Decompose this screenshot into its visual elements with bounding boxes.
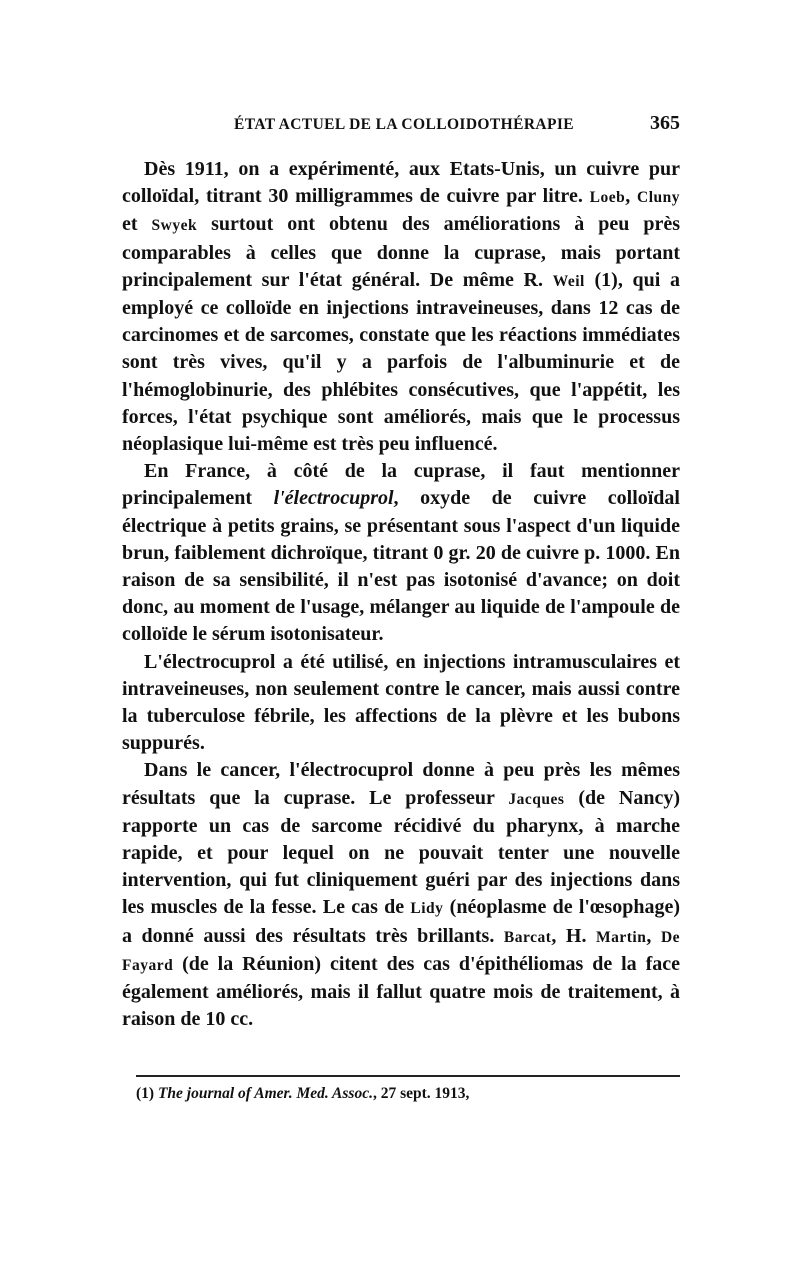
author-name: Cluny [637,189,680,207]
author-name: Swyek [151,217,198,235]
author-name: De Fayard [122,928,681,974]
text-run: Dans le cancer, l'électrocuprol donne à peu près les mêmes résultats que la cuprase. Le professeur [122,759,680,809]
text-run: (de la Réunion) citent des cas d'épithéliomas de la face également améliorés, mais il fallut quatre mois de traitement, à raison de 10 cc. [122,952,680,1031]
text-run: Dès 1911, on a expérimenté, aux Etats-Unis, un cuivre pur colloïdal, titrant 30 milligrammes de cuivre par litre. [122,158,680,208]
author-name: Lidy [410,900,444,918]
author-name: Weil [552,272,585,290]
text-run: et [122,213,152,236]
paragraph [122,458,680,648]
text-run: surtout ont obtenu des améliorations à peu près comparables à celles que donne la cuprase, mais portant principalement sur l'état général. De même R. [122,213,680,291]
running-header [122,112,680,140]
footnote [136,1084,680,1104]
text-run: L'électrocuprol a été utilisé, en injections intramusculaires et intraveineuses, non seulement contre le cancer, mais aussi contre la tuberculose fébrile, les affections de la plèvre et les bubons suppurés. [122,650,680,755]
text-run: En France, à côté de la cuprase, il faut mentionner principalement [122,460,680,510]
footnote-journal: The journal of Amer. Med. Assoc. [157,1085,373,1102]
paragraph [122,156,680,458]
author-name: Loeb [589,189,626,207]
text-run: (de Nancy) rapporte un cas de sarcome récidivé du pharynx, à marche rapide, et pour lequel on ne pouvait tenter une nouvelle intervention, qui fut cliniquement guéri par des injections dans les muscles de la fesse. Le cas de [122,786,680,919]
text-run: (néoplasme de l'œsophage) a donné aussi des résultats très brillants. [122,896,680,947]
paragraph [122,757,680,1033]
footnote-rule [136,1075,680,1077]
paragraph [122,649,680,758]
text-run: , [625,185,637,208]
text-run: , oxyde de cuivre colloïdal électrique à petits grains, se présentant sous l'aspect d'un liquide brun, faiblement dichroïque, titrant 0 gr. 20 de cuivre p. 1000. En raison de sa sensibilité, il n'est pas isotonisé d'avance; on doit donc, au moment de l'usage, mélanger au liquide de l'ampoule de colloïde le sérum isotonisateur. [122,487,680,646]
author-name: Martin [596,928,647,946]
product-name: l'électrocuprol [273,487,394,510]
running-title: ÉTAT ACTUEL DE LA COLLOIDOTHÉRAPIE [234,116,575,133]
text-run: (1), qui a employé ce colloïde en injections intraveineuses, dans 12 cas de carcinomes et de sarcomes, constate que les réactions immédiates sont très vives, qu'il y a parfois de l'albuminurie et de l'hémoglobinurie, des phlébites consécutives, que l'appétit, les forces, l'état psychique sont améliorés, mais que le processus néoplasique lui-même est très peu influencé. [122,268,681,456]
text-run: , [646,924,661,947]
author-name: Barcat [503,928,552,946]
page-number: 365 [650,112,680,134]
author-name: Jacques [508,790,565,808]
footnote-marker: (1) [136,1085,155,1102]
body-text [122,156,680,1034]
text-run: , H. [551,924,597,947]
footnote-date: , 27 sept. 1913, [372,1085,470,1102]
